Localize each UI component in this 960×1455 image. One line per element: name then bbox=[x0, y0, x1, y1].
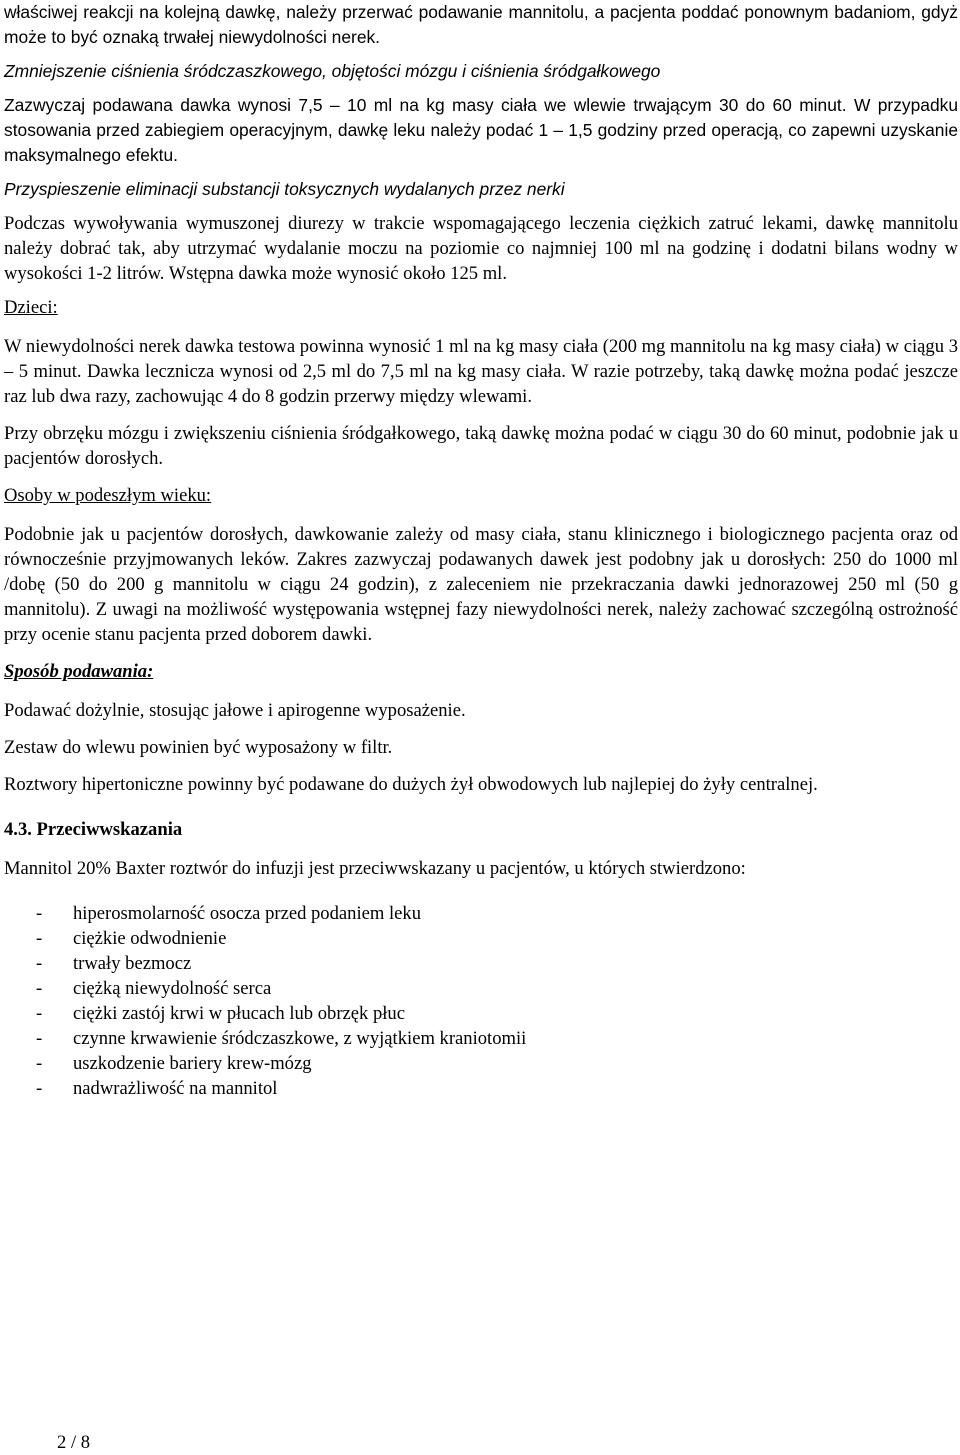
list-item-text: trwały bezmocz bbox=[73, 953, 192, 974]
dash-bullet: - bbox=[36, 953, 43, 974]
heading-elderly: Osoby w podeszłym wieku: bbox=[4, 485, 212, 506]
list-item bbox=[4, 1051, 958, 1076]
heading-toxic-elimination: Przyspieszenie eliminacji substancji toksycznych wydalanych przez nerki bbox=[4, 179, 565, 199]
paragraph-toxic-elimination-dose: Podczas wywoływania wymuszonej diurezy w trakcie wspomagającego leczenia ciężkich zatruć lekami, dawkę mannitolu należy dobrać tak, aby utrzymać wydalanie moczu na poziomie co najmniej 100 ml na godzinę i dodatni bilans wodny w wysokości 1-2 litrów. Wstępna dawka może wynosić około 125 ml. bbox=[4, 213, 958, 284]
heading-contraindications: 4.3. Przeciwwskazania bbox=[4, 819, 183, 840]
list-item bbox=[4, 1026, 958, 1051]
list-item-text: nadwrażliwość na mannitol bbox=[73, 1078, 278, 1099]
page-number: 2 / 8 bbox=[57, 1432, 91, 1453]
dash-bullet: - bbox=[36, 903, 43, 924]
document-page bbox=[4, 0, 958, 1101]
paragraph-renal-test-continuation: właściwej reakcji na kolejną dawkę, należy przerwać podawanie mannitolu, a pacjenta poddać ponownym badaniom, gdyż może to być oznaką trwałej niewydolności nerek. bbox=[4, 2, 958, 47]
dash-bullet: - bbox=[36, 1028, 43, 1049]
list-item-text: ciężką niewydolność serca bbox=[73, 978, 272, 999]
heading-administration: Sposób podawania: bbox=[4, 661, 154, 682]
contraindications-list bbox=[4, 901, 958, 1101]
list-item-text: czynne krwawienie śródczaszkowe, z wyjątkiem kraniotomii bbox=[73, 1028, 527, 1049]
paragraph-children-renal: W niewydolności nerek dawka testowa powinna wynosić 1 ml na kg masy ciała (200 mg mannitolu na kg masy ciała) w ciągu 3 – 5 minut. Dawka lecznicza wynosi od 2,5 ml do 7,5 ml na kg masy ciała. W razie potrzeby, taką dawkę można podać jeszcze raz lub dwa razy, zachowując 4 do 8 godzin przerwy między wlewami. bbox=[4, 336, 958, 407]
paragraph-administration-veins: Roztwory hipertoniczne powinny być podawane do dużych żył obwodowych lub najlepiej do żyły centralnej. bbox=[4, 774, 818, 795]
paragraph-elderly-dosing: Podobnie jak u pacjentów dorosłych, dawkowanie zależy od masy ciała, stanu klinicznego i biologicznego pacjenta oraz od równocześnie przyjmowanych leków. Zakres zazwyczaj podawanych dawek jest podobny jak u dorosłych: 250 do 1000 ml /dobę (50 do 200 g mannitolu w ciągu 24 godzin), z zaleceniem nie przekraczania dawki jednorazowej 250 ml (50 g mannitolu). Z uwagi na możliwość występowania wstępnej fazy niewydolności nerek, należy zachować szczególną ostrożność przy ocenie stanu pacjenta przed doborem dawki. bbox=[4, 524, 958, 645]
dash-bullet: - bbox=[36, 1078, 43, 1099]
list-item-text: ciężki zastój krwi w płucach lub obrzęk płuc bbox=[73, 1003, 405, 1024]
paragraph-administration-route: Podawać dożylnie, stosując jałowe i apirogenne wyposażenie. bbox=[4, 700, 466, 721]
list-item bbox=[4, 976, 958, 1001]
list-item-text: hiperosmolarność osocza przed podaniem leku bbox=[73, 903, 421, 924]
list-item bbox=[4, 951, 958, 976]
list-item bbox=[4, 901, 958, 926]
paragraph-children-cerebral-edema: Przy obrzęku mózgu i zwiększeniu ciśnienia śródgałkowego, taką dawkę można podać w ciągu 30 do 60 minut, podobnie jak u pacjentów dorosłych. bbox=[4, 423, 958, 469]
list-item-text: ciężkie odwodnienie bbox=[73, 928, 227, 949]
paragraph-contraindications-intro: Mannitol 20% Baxter roztwór do infuzji jest przeciwwskazany u pacjentów, u których stwierdzono: bbox=[4, 858, 746, 879]
paragraph-intracranial-pressure-dose: Zazwyczaj podawana dawka wynosi 7,5 – 10 ml na kg masy ciała we wlewie trwającym 30 do 60 minut. W przypadku stosowania przed zabiegiem operacyjnym, dawkę leku należy podać 1 – 1,5 godziny przed operacją, co zapewni uzyskanie maksymalnego efektu. bbox=[4, 95, 958, 165]
dash-bullet: - bbox=[36, 1053, 43, 1074]
dash-bullet: - bbox=[36, 928, 43, 949]
list-item-text: uszkodzenie bariery krew-mózg bbox=[73, 1053, 312, 1074]
list-item bbox=[4, 1076, 958, 1101]
list-item bbox=[4, 926, 958, 951]
list-item bbox=[4, 1001, 958, 1026]
paragraph-administration-filter: Zestaw do wlewu powinien być wyposażony w filtr. bbox=[4, 737, 393, 758]
heading-children: Dzieci: bbox=[4, 297, 58, 318]
dash-bullet: - bbox=[36, 978, 43, 999]
heading-intracranial-pressure: Zmniejszenie ciśnienia śródczaszkowego, objętości mózgu i ciśnienia śródgałkowego bbox=[4, 61, 661, 81]
dash-bullet: - bbox=[36, 1003, 43, 1024]
